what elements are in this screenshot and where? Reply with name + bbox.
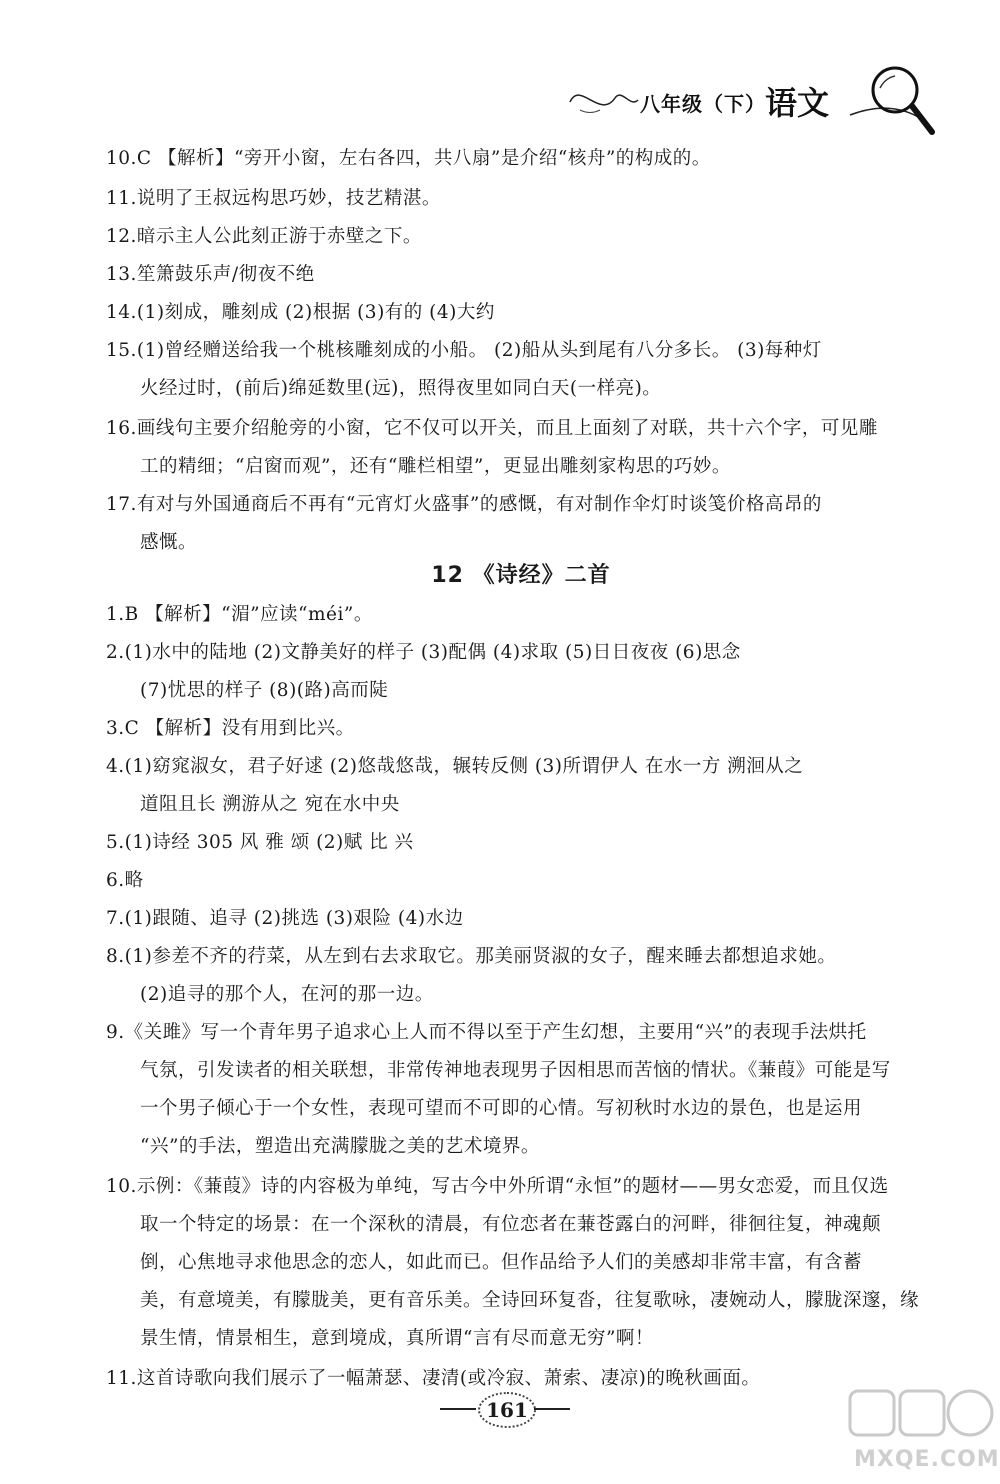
answer-line: 1.B 【解析】“湄”应读“méi”。 (106, 604, 373, 625)
section-title: 12 《诗经》二首 (431, 563, 611, 588)
answer-line: 气氛，引发读者的相关联想，非常传神地表现男子因相思而苦恼的情状。《蒹葭》可能是写 (140, 1060, 891, 1081)
answer-line: 16.画线句主要介绍舱旁的小窗，它不仅可以开关，而且上面刻了对联，共十六个字，可见雕 (106, 418, 878, 439)
answer-line: 9.《关雎》写一个青年男子追求心上人而不得以至于产生幻想，主要用“兴”的表现手法烘托 (106, 1022, 867, 1043)
answer-line: 5.(1)诗经 305 风 雅 颂 (2)赋 比 兴 (106, 832, 414, 853)
watermark-text: MXQE.COM (854, 1447, 1000, 1472)
answer-line: (7)忧思的样子 (8)(路)高而陡 (140, 680, 389, 701)
answer-line: 美，有意境美，有朦胧美，更有音乐美。全诗回环复沓，往复歌咏，凄婉动人，朦胧深邃，缘 (140, 1290, 920, 1311)
magnifier-icon (860, 60, 940, 140)
subject-label: 语文 (765, 84, 830, 122)
answer-line: 工的精细；“启窗而观”，还有“雕栏相望”，更显出雕刻家构思的巧妙。 (140, 456, 731, 477)
answer-line: 一个男子倾心于一个女性，表现可望而不可即的心情。写初秋时水边的景色，也是运用 (140, 1098, 863, 1119)
answer-line: 11.说明了王叔远构思巧妙，技艺精湛。 (106, 188, 441, 209)
answer-line: 13.笙箫鼓乐声/彻夜不绝 (106, 264, 315, 285)
answer-line: 6.略 (106, 870, 144, 891)
answer-line: 感慨。 (140, 532, 198, 553)
grade-label: 八年级（下） (640, 92, 766, 116)
watermark (846, 1385, 1000, 1480)
answer-line: 2.(1)水中的陆地 (2)文静美好的样子 (3)配偶 (4)求取 (5)日日夜夜 (6)思念 (106, 642, 741, 663)
answer-line: “兴”的手法，塑造出充满朦胧之美的艺术境界。 (140, 1136, 540, 1157)
answer-line: 7.(1)跟随、追寻 (2)挑选 (3)艰险 (4)水边 (106, 908, 464, 929)
answer-line: 倒，心焦地寻求他思念的恋人，如此而已。但作品给予人们的美感却非常丰富，有含蓄 (140, 1252, 863, 1273)
answer-line: 14.(1)刻成，雕刻成 (2)根据 (3)有的 (4)大约 (106, 302, 495, 323)
page-footer (440, 1388, 570, 1428)
answer-line: 10.C 【解析】“旁开小窗，左右各四，共八扇”是介绍“核舟”的构成的。 (106, 148, 711, 169)
answer-line: 4.(1)窈窕淑女，君子好逑 (2)悠哉悠哉，辗转反侧 (3)所谓伊人 在水一方 溯洄从之 (106, 756, 804, 777)
answer-line: 道阻且长 溯游从之 宛在水中央 (140, 794, 400, 815)
page-number: 161 (478, 1392, 536, 1428)
answer-line: 12.暗示主人公此刻正游于赤壁之下。 (106, 226, 422, 247)
answer-line: 3.C 【解析】没有用到比兴。 (106, 718, 355, 739)
answer-line: 火经过时，(前后)绵延数里(远)，照得夜里如同白天(一样亮)。 (140, 378, 662, 399)
answer-line: 8.(1)参差不齐的荇菜，从左到右去求取它。那美丽贤淑的女子，醒来睡去都想追求她。 (106, 946, 837, 967)
answer-line: 17.有对与外国通商后不再有“元宵灯火盛事”的感慨，有对制作伞灯时谈笺价格高昂的 (106, 494, 822, 515)
page-header (560, 60, 960, 140)
watermark-logo-icon (846, 1385, 996, 1445)
divider (534, 1408, 570, 1410)
answer-line: 15.(1)曾经赠送给我一个桃核雕刻成的小船。 (2)船从头到尾有八分多长。 (3)每种灯 (106, 340, 822, 361)
answer-line: 取一个特定的场景：在一个深秋的清晨，有位恋者在蒹苍露白的河畔，徘徊往复，神魂颠 (140, 1214, 882, 1235)
answer-line: 景生情，情景相生，意到境成，真所谓“言有尽而意无穷”啊！ (140, 1328, 654, 1349)
answer-line: (2)追寻的那个人，在河的那一边。 (140, 984, 434, 1005)
answer-line: 10.示例：《蒹葭》诗的内容极为单纯，写古今中外所谓“永恒”的题材——男女恋爱，而且仅选 (106, 1176, 889, 1197)
divider (440, 1408, 476, 1410)
answer-line: 11.这首诗歌向我们展示了一幅萧瑟、凄清(或冷寂、萧索、凄凉)的晚秋画面。 (106, 1368, 761, 1389)
